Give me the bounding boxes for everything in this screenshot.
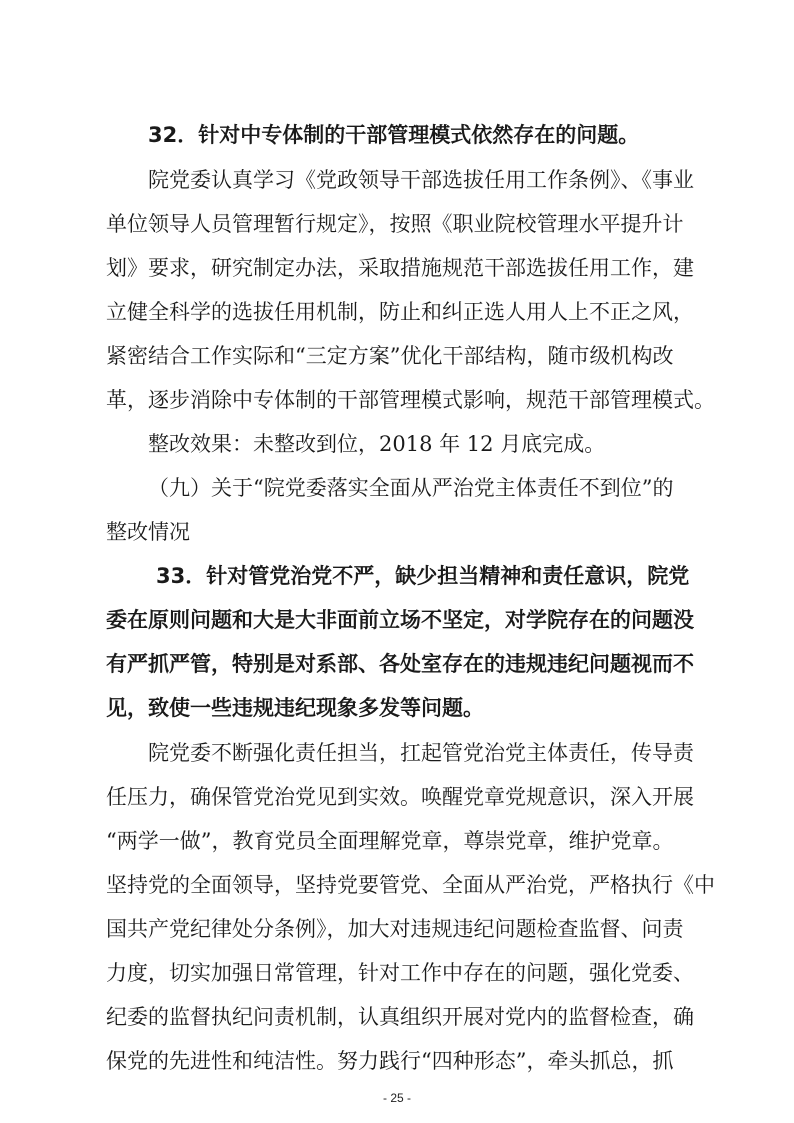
page-number: - 25 - [382,1091,411,1105]
document-page: 32．针对中专体制的干部管理模式依然存在的问题。 院党委认真学习《党政领导干部选拔任用工作条例》、《事业 单位领导人员管理暂行规定》，按照《职业院校管理水平提升计 划》要求，研究制定办法，采取措施规范干部选拔任用工作，建 立健全科学的选拔任用机制，防止和纠正选人用人上不正之风， 紧密结合工作实际和“三定方案”优化干部结构，随市级机构改 革，逐步消除中专体制的干部管理模式影响，规范干部管理模式。 整改效果：未整改到位，2018 年 12 月底完成。 （九）关于“院党委落实全面从严治党主体责任不到位”的 整改情况 33．针对管党治党不严，缺少担当精神和责任意识，院党 委在原则问题和大是大非面前立场不坚定，对学院存在的问题没 有严抓严管，特别是对系部、各处室存在的违规违纪问题视而不 见，致使一些违规违纪现象多发等问题。 院党委不断强化责任担当，扛起管党治党主体责任，传导责 任压力，确保管党治党见到实效。唤醒党章党规意识，深入开展 “两学一做”，教育党员全面理解党章，尊崇党章，维护党章。 坚持党的全面领导，坚持党要管党、全面从严治党，严格执行《中 国共产党纪律处分条例》，加大对违规违纪问题检查监督、问责 力度，切实加强日常管理，针对工作中存在的问题，强化党委、 纪委的监督执纪问责机制，认真组织开展对党内的监督检查，确 保党的先进性和纯洁性。努力践行“四种形态”，牵头抓总，抓 - 25 - [0,0,794,1123]
